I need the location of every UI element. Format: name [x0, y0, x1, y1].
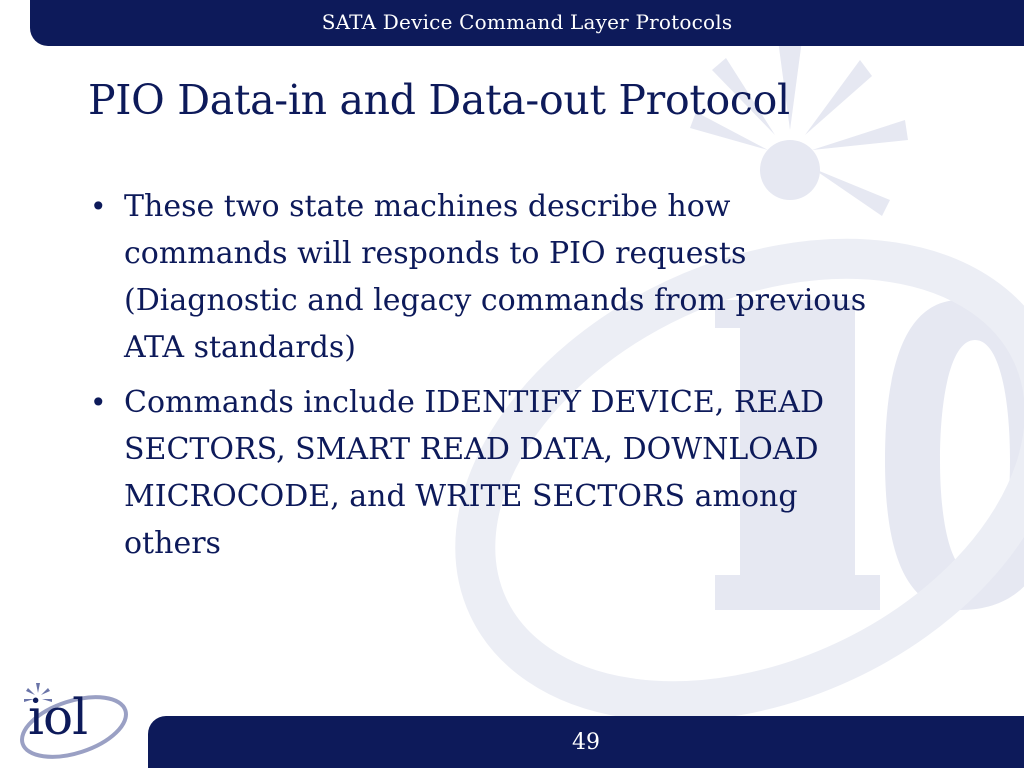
bullet-text: Commands include IDENTIFY DEVICE, READ SECTORS, SMART READ DATA, DOWNLOAD MICROCODE, and WRITE SECTORS among others	[124, 385, 825, 561]
logo-text: iol	[28, 688, 88, 746]
page-number: 49	[572, 730, 600, 755]
iol-logo	[8, 681, 132, 761]
bullet-marker: •	[90, 386, 107, 419]
bullet-list	[88, 183, 888, 575]
bullet-item	[88, 379, 888, 567]
header-bar	[30, 0, 1024, 46]
slide-title: PIO Data-in and Data-out Protocol	[88, 76, 790, 124]
bullet-text: These two state machines describe how commands will responds to PIO requests (Diagnostic and legacy commands from previous ATA standards)	[124, 189, 867, 365]
bullet-item	[88, 183, 888, 371]
footer-bar	[148, 716, 1024, 768]
presentation-title: SATA Device Command Layer Protocols	[321, 10, 733, 34]
bullet-marker: •	[90, 190, 107, 223]
